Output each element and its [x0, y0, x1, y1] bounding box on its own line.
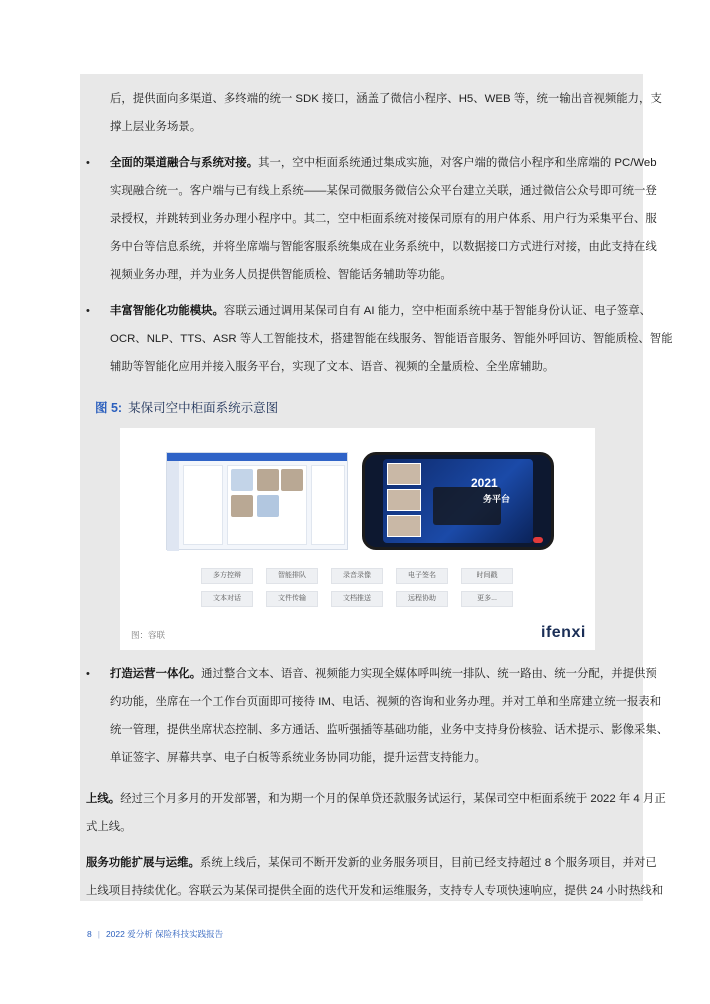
- feature-button: 电子签名: [396, 568, 448, 584]
- video-tile: [281, 469, 303, 491]
- bullet-icon: •: [86, 157, 90, 169]
- paragraph-text: 约功能，坐席在一个工作台页面即可接待 IM、电话、视频的咨询和业务办理。并对工单和坐席建立统一报表和: [110, 696, 662, 708]
- ifenxi-logo: ifenxi: [541, 624, 586, 641]
- window-sidebar: [167, 461, 179, 551]
- feature-button: 文本对话: [201, 591, 253, 607]
- paragraph-text: 式上线。: [86, 821, 132, 833]
- feature-button: 文件传输: [266, 591, 318, 607]
- figure-caption: [95, 398, 278, 416]
- bullet-icon: •: [86, 668, 90, 680]
- paragraph-text: 统一管理，提供坐席状态控制、多方通话、监听强插等基础功能，业务中支持身份核验、话术提示、影像采集、: [110, 724, 669, 736]
- video-tile: [257, 495, 279, 517]
- paragraph-title: 服务功能扩展与运维。: [86, 857, 200, 869]
- paragraph-text: 录授权，并跳转到业务办理小程序中。其二，空中柜面系统对接保司原有的用户体系、用户行为采集平台、服: [110, 213, 657, 225]
- feature-button: 录音录像: [331, 568, 383, 584]
- video-tile: [387, 489, 421, 511]
- hangup-icon: [533, 537, 543, 543]
- desktop-screenshot: [166, 452, 348, 550]
- figure-image: [120, 428, 595, 650]
- window-panel: [183, 465, 223, 545]
- video-tile: [387, 463, 421, 485]
- phone-banner-text: 务平台: [483, 494, 511, 504]
- paragraph-text: 上线项目持续优化。容联云为某保司提供全面的迭代开发和运维服务，支持专人专项快速响应，提供 24 小时热线和: [86, 885, 664, 897]
- video-tile: [231, 495, 253, 517]
- video-tile: [387, 515, 421, 537]
- report-title: 2022 爱分析 保险科技实践报告: [105, 929, 224, 939]
- video-tile: [257, 469, 279, 491]
- window-topbar: [167, 453, 347, 461]
- figure-source: 图：容联: [131, 630, 166, 640]
- feature-button: 远程协助: [396, 591, 448, 607]
- feature-button: 时间戳: [461, 568, 513, 584]
- bullet-title: 全面的渠道融合与系统对接。: [110, 157, 259, 169]
- bullet-text: 容联云通过调用某保司自有 AI 能力，空中柜面系统中基于智能身份认证、电子签章、: [223, 305, 652, 317]
- feature-button: 更多...: [461, 591, 513, 607]
- phone-screenshot: [362, 452, 554, 550]
- bullet-item: [110, 300, 651, 323]
- footer-separator: |: [97, 929, 100, 939]
- video-tile: [231, 469, 253, 491]
- figure-number: 图 5:: [95, 401, 123, 415]
- paragraph: [86, 788, 666, 811]
- bullet-text: 其一，空中柜面系统通过集成实施，对客户端的微信小程序和坐席端的 PC/Web: [258, 157, 657, 169]
- paragraph: [86, 852, 657, 875]
- paragraph-text: 后，提供面向多渠道、多终端的统一 SDK 接口，涵盖了微信小程序、H5、WEB 等，统一输出音视频能力，支: [110, 93, 662, 105]
- paragraph-text: 经过三个月多月的开发部署，和为期一个月的保单贷还款服务试运行，某保司空中柜面系统于 2022 年 4 月正: [120, 793, 666, 805]
- paragraph-text: 系统上线后，某保司不断开发新的业务服务项目，目前已经支持超过 8 个服务项目，并对已: [199, 857, 657, 869]
- phone-screen: [383, 459, 533, 543]
- bullet-text: 通过整合文本、语音、视频能力实现全媒体呼叫统一排队、统一路由、统一分配，并提供预: [201, 668, 657, 680]
- bullet-title: 丰富智能化功能模块。: [110, 305, 224, 317]
- figure-title: 某保司空中柜面系统示意图: [128, 401, 279, 415]
- bullet-icon: •: [86, 305, 90, 317]
- feature-button: 多方控辩: [201, 568, 253, 584]
- bullet-title: 打造运营一体化。: [110, 668, 202, 680]
- paragraph-text: 单证签字、屏幕共享、电子白板等系统业务协同功能，提升运营支持能力。: [110, 752, 486, 764]
- paragraph-text: 视频业务办理，并为业务人员提供智能质检、智能话务辅助等功能。: [110, 269, 452, 281]
- paragraph-title: 上线。: [86, 793, 121, 805]
- paragraph-text: OCR、NLP、TTS、ASR 等人工智能技术，搭建智能在线服务、智能语音服务、智能外呼回访、智能质检、智能: [110, 333, 673, 345]
- bullet-item: [110, 152, 657, 175]
- feature-button: 智能排队: [266, 568, 318, 584]
- page-footer: [87, 928, 223, 940]
- bullet-item: [110, 663, 657, 686]
- window-panel: [311, 465, 345, 545]
- paragraph-text: 撑上层业务场景。: [110, 121, 202, 133]
- paragraph-text: 辅助等智能化应用并接入服务平台，实现了文本、语音、视频的全量质检、全坐席辅助。: [110, 361, 555, 373]
- phone-year: 2021: [471, 476, 498, 490]
- paragraph-text: 实现融合统一。客户端与已有线上系统——某保司微服务微信公众平台建立关联，通过微信公众号即可统一登: [110, 185, 657, 197]
- page-number: 8: [87, 929, 92, 939]
- feature-button: 文档推送: [331, 591, 383, 607]
- paragraph-text: 务中台等信息系统，并将坐席端与智能客服系统集成在业务系统中，以数据接口方式进行对接，由此支持在线: [110, 241, 657, 253]
